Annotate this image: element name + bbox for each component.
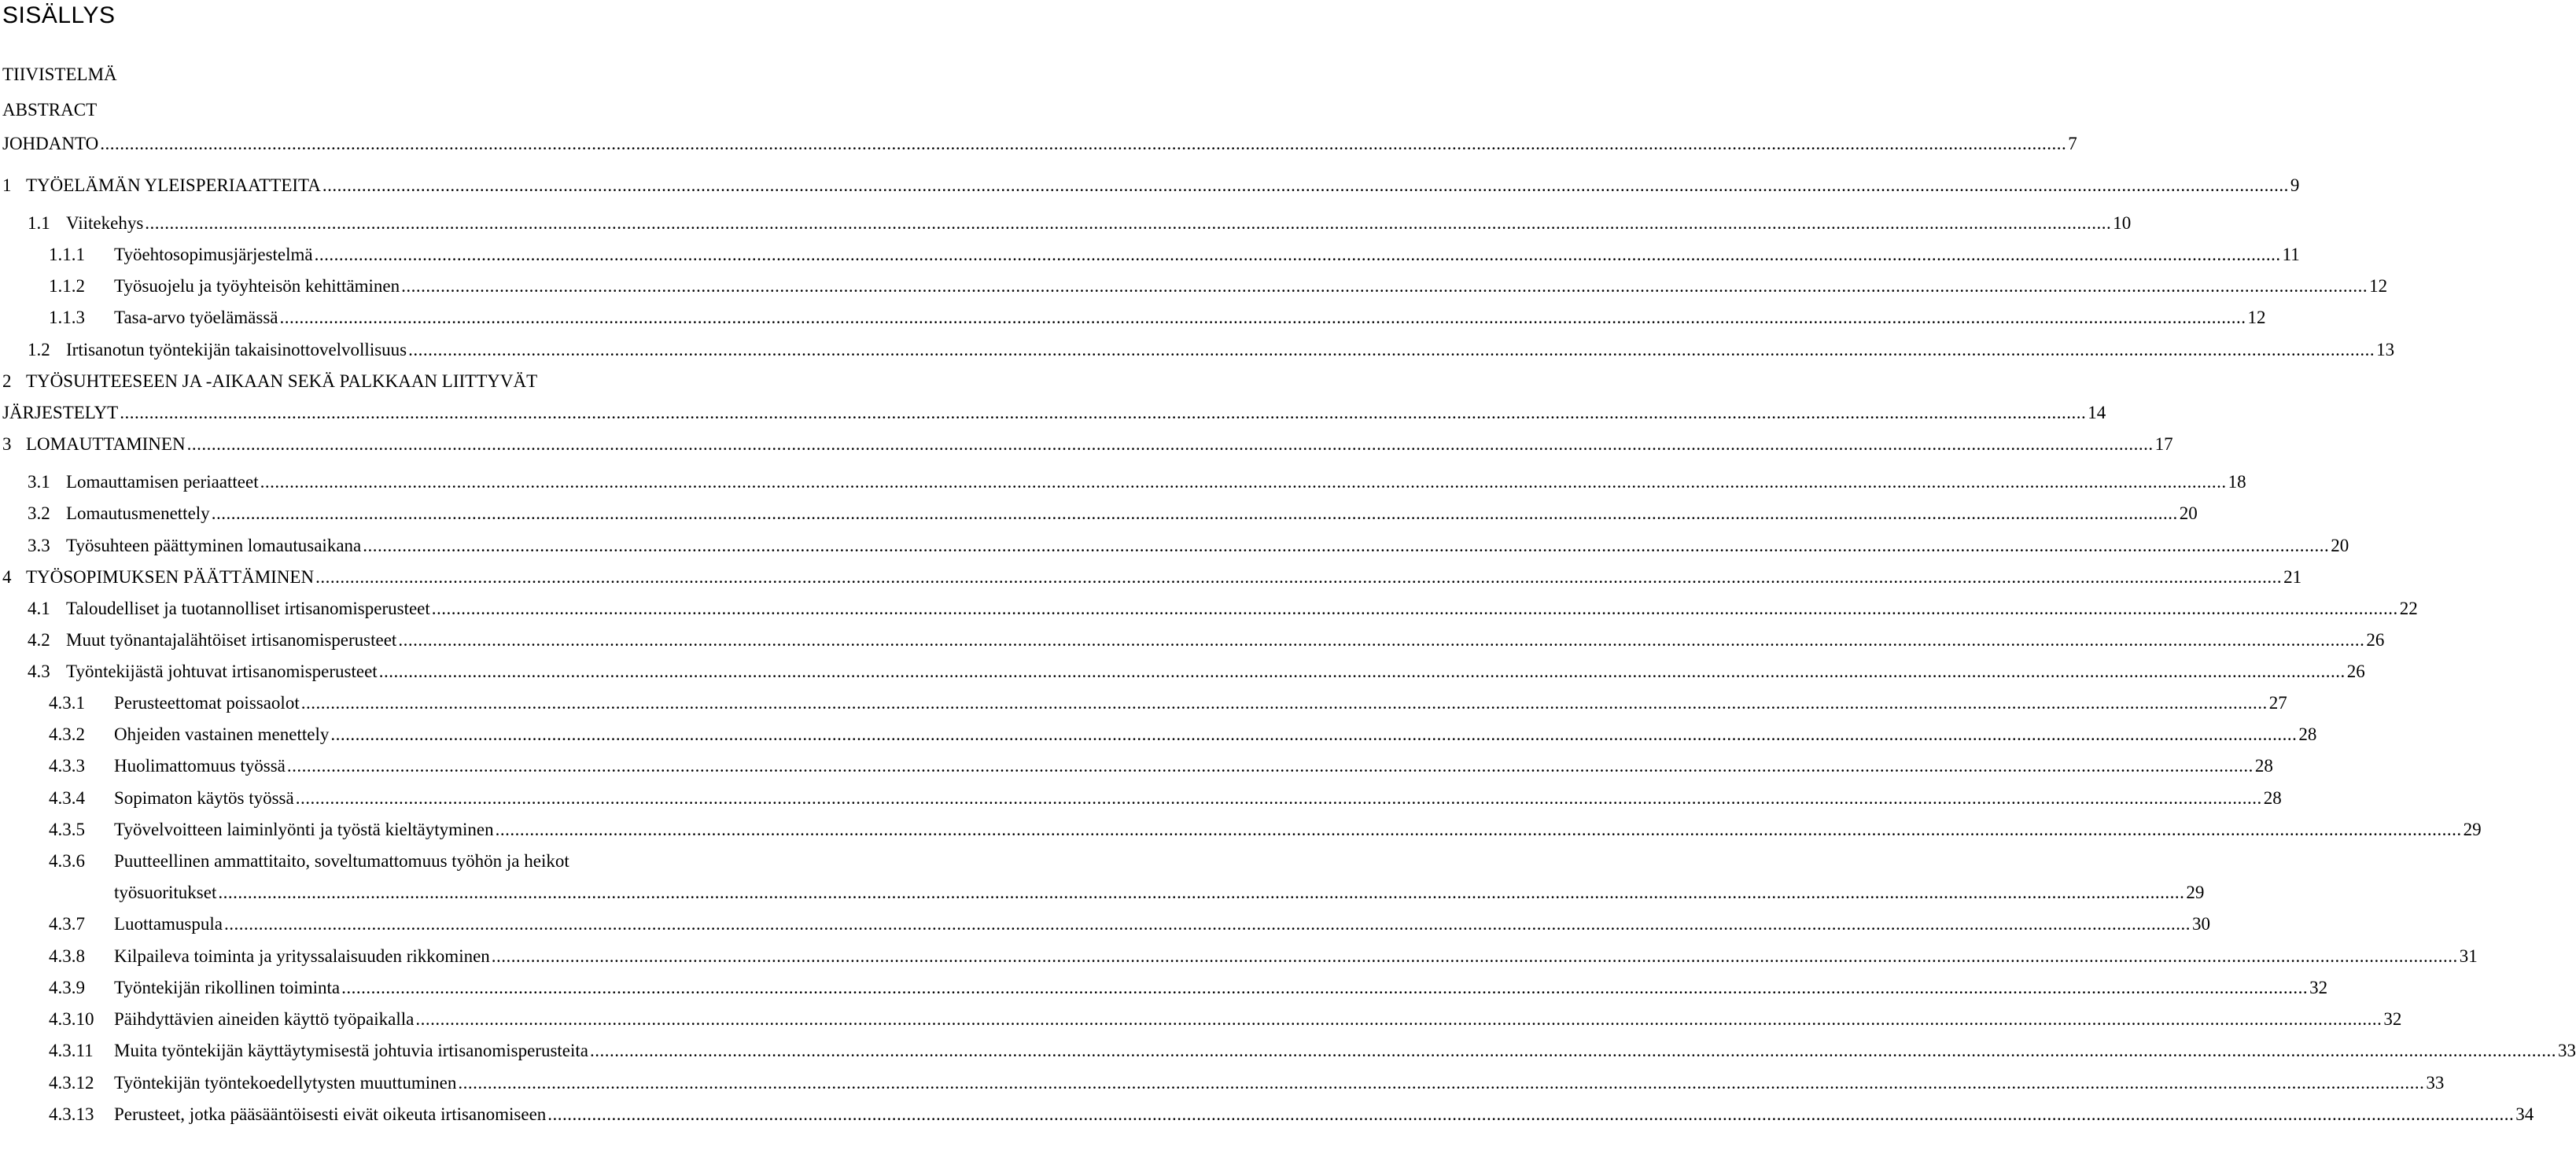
toc-entry-3-3[interactable]: [28, 534, 2349, 558]
toc-entry-body: [114, 976, 2328, 1000]
toc-entry-title: TYÖSOPIMUKSEN PÄÄTTÄMINEN: [26, 567, 315, 587]
toc-entry-title: Lomauttamisen periaatteet: [66, 472, 259, 492]
toc-entry-1-1-2[interactable]: [49, 275, 2388, 298]
toc-entry-title: Huolimattomuus työssä: [114, 756, 286, 776]
toc-entry-4-3-4[interactable]: [49, 787, 2282, 810]
toc-entry-body: [114, 754, 2273, 778]
toc-entry-number: 4.3.5: [49, 820, 85, 839]
toc-entry-title: TYÖELÄMÄN YLEISPERIAATTEITA: [26, 175, 321, 195]
toc-entry-page: 9: [2290, 175, 2300, 195]
toc-entry-number: 4.3.12: [49, 1073, 94, 1093]
toc-entry-4-3-11[interactable]: [49, 1039, 2576, 1063]
toc-entry-4-3-1[interactable]: [49, 691, 2287, 715]
toc-entry-number: 3: [2, 434, 12, 454]
toc-entry-title: Työntekijästä johtuvat irtisanomisperusteet: [66, 662, 378, 681]
toc-entry-title: Taloudelliset ja tuotannolliset irtisanomisperusteet: [66, 599, 430, 618]
dot-leader: ................................................................................................................................................................................................................................................................................................................................................................................................................: [378, 662, 2346, 681]
toc-entry-number: 4.3.8: [49, 946, 85, 966]
dot-leader: ................................................................................................................................................................................................................................................................................................................................................................................................................: [120, 403, 2087, 422]
toc-entry-title: Työntekijän rikollinen toiminta: [114, 978, 341, 997]
dot-leader: ................................................................................................................................................................................................................................................................................................................................................................................................................: [431, 599, 2398, 618]
toc-entry-title-continuation: työsuoritukset: [114, 883, 217, 902]
dot-leader: ................................................................................................................................................................................................................................................................................................................................................................................................................: [415, 1009, 2383, 1029]
toc-entry-body: [114, 945, 2478, 968]
dot-leader: ................................................................................................................................................................................................................................................................................................................................................................................................................: [279, 308, 2246, 327]
toc-entry-page: 11: [2282, 245, 2300, 264]
toc-entry-title: Työsuojelu ja työyhteisön kehittäminen: [114, 276, 400, 296]
toc-entry-1-2[interactable]: [28, 338, 2395, 362]
toc-entry-4-3-5[interactable]: [49, 818, 2482, 842]
dot-leader: ................................................................................................................................................................................................................................................................................................................................................................................................................: [322, 175, 2289, 195]
toc-entry-body: [26, 174, 2300, 197]
toc-entry-title: Kilpaileva toiminta ja yrityssalaisuuden rikkominen: [114, 946, 490, 966]
toc-entry-page: 20: [2331, 536, 2349, 555]
toc-entry-number: 1.1.3: [49, 308, 85, 327]
toc-entry-page: 31: [2459, 946, 2478, 966]
toc-entry-page: 29: [2463, 820, 2482, 839]
dot-leader: ................................................................................................................................................................................................................................................................................................................................................................................................................: [401, 276, 2368, 296]
toc-entry-body: [114, 1039, 2576, 1063]
toc-entry-number: 4: [2, 567, 12, 587]
toc-entry-title: Viitekehys: [66, 213, 144, 233]
page-title: SISÄLLYS: [2, 2, 116, 28]
toc-entry-body: [26, 566, 2302, 589]
dot-leader: ................................................................................................................................................................................................................................................................................................................................................................................................................: [491, 946, 2458, 966]
toc-front-abstract-en[interactable]: ABSTRACT: [2, 100, 98, 120]
dot-leader: ................................................................................................................................................................................................................................................................................................................................................................................................................: [458, 1073, 2425, 1093]
dot-leader: ................................................................................................................................................................................................................................................................................................................................................................................................................: [495, 820, 2462, 839]
dot-leader: ................................................................................................................................................................................................................................................................................................................................................................................................................: [186, 434, 2154, 454]
toc-entry-page: 17: [2154, 434, 2173, 454]
toc-entry-page: 21: [2283, 567, 2302, 587]
toc-entry-number: 4.3.13: [49, 1104, 94, 1124]
toc-entry-page: 32: [2383, 1009, 2402, 1029]
toc-entry-number: 3.2: [28, 503, 50, 523]
toc-entry-page: 28: [2298, 724, 2317, 744]
toc-entry-body: [114, 1103, 2534, 1126]
dot-leader: ................................................................................................................................................................................................................................................................................................................................................................................................................: [315, 567, 2283, 587]
toc-entry-number: 4.3.7: [49, 914, 85, 934]
toc-entry-body: [2, 132, 2077, 156]
toc-entry-title: Puutteellinen ammattitaito, soveltumattomuus työhön ja heikot: [114, 851, 569, 871]
toc-entry-title: Työntekijän työntekoedellytysten muuttuminen: [114, 1073, 457, 1093]
toc-entry-page: 20: [2179, 503, 2198, 523]
toc-entry-page: 28: [2254, 756, 2273, 776]
dot-leader: ................................................................................................................................................................................................................................................................................................................................................................................................................: [300, 693, 2268, 713]
toc-entry-title: Päihdyttävien aineiden käyttö työpaikalla: [114, 1009, 415, 1029]
toc-entry-page: 27: [2268, 693, 2287, 713]
toc-entry-page: 10: [2113, 213, 2132, 233]
dot-leader: ................................................................................................................................................................................................................................................................................................................................................................................................................: [218, 883, 2185, 902]
toc-entry-title: Perusteettomat poissaolot: [114, 693, 300, 713]
toc-entry-body: [114, 691, 2287, 715]
toc-entry-4[interactable]: [2, 566, 2302, 589]
dot-leader: ................................................................................................................................................................................................................................................................................................................................................................................................................: [223, 914, 2191, 934]
toc-entry-page: 28: [2263, 788, 2282, 808]
toc-entry-4-3-10[interactable]: [49, 1008, 2402, 1031]
toc-entry-4-3-12[interactable]: [49, 1071, 2445, 1095]
toc-entry-number: 4.3.9: [49, 978, 85, 997]
toc-entry-3-1[interactable]: [28, 470, 2246, 494]
toc-entry-title: TYÖSUHTEESEEN JA -AIKAAN SEKÄ PALKKAAN LIITTYVÄT: [26, 371, 538, 391]
toc-entry-title: Sopimaton käytös työssä: [114, 788, 294, 808]
toc-entry-body: [66, 628, 2385, 652]
toc-entry-body: [114, 1071, 2445, 1095]
toc-entry-number: 4.3.3: [49, 756, 85, 776]
toc-entry-title: Tasa-arvo työelämässä: [114, 308, 278, 327]
toc-entry-page: 22: [2399, 599, 2418, 618]
toc-entry-title: Lomautusmenettely: [66, 503, 210, 523]
toc-entry-4-3-2[interactable]: [49, 723, 2317, 746]
toc-entry-body: [114, 787, 2282, 810]
toc-entry-number: 4.3.11: [49, 1041, 94, 1060]
toc-entry-number: 2: [2, 371, 12, 391]
toc-entry-number: 1.1: [28, 213, 50, 233]
toc-entry-number: 4.3.4: [49, 788, 85, 808]
dot-leader: ................................................................................................................................................................................................................................................................................................................................................................................................................: [547, 1104, 2515, 1124]
dot-leader: ................................................................................................................................................................................................................................................................................................................................................................................................................: [145, 213, 2112, 233]
toc-entry-page: 14: [2088, 403, 2106, 422]
toc-entry-3-2[interactable]: [28, 502, 2198, 525]
toc-entry-title: Muita työntekijän käyttäytymisestä johtuvia irtisanomisperusteita: [114, 1041, 588, 1060]
toc-entry-4-3-8[interactable]: [49, 945, 2478, 968]
toc-entry-4-1[interactable]: [28, 597, 2418, 621]
toc-entry-title: Perusteet, jotka pääsääntöisesti eivät oikeuta irtisanomiseen: [114, 1104, 547, 1124]
toc-entry-page: 33: [2426, 1073, 2445, 1093]
toc-entry-title: Työehtosopimusjärjestelmä: [114, 245, 313, 264]
toc-entry-body: [114, 306, 2266, 330]
toc-entry-continuation[interactable]: [114, 881, 2205, 905]
toc-entry-title: LOMAUTTAMINEN: [26, 434, 186, 454]
toc-entry-3[interactable]: [2, 433, 2173, 456]
dot-leader: ................................................................................................................................................................................................................................................................................................................................................................................................................: [398, 630, 2365, 650]
toc-entry-title-continuation: JÄRJESTELYT: [2, 403, 119, 422]
toc-front-abstract-fi[interactable]: TIIVISTELMÄ: [2, 65, 117, 84]
toc-entry-page: 7: [2068, 134, 2077, 153]
toc-entry-page: 13: [2376, 340, 2395, 359]
toc-entry-number: 1: [2, 175, 12, 195]
toc-entry-body: [114, 723, 2317, 746]
toc-entry-4-3[interactable]: [28, 660, 2365, 684]
toc-entry-page: 29: [2186, 883, 2205, 902]
toc-entry-body: [114, 818, 2482, 842]
dot-leader: ................................................................................................................................................................................................................................................................................................................................................................................................................: [363, 536, 2330, 555]
toc-entry-number: 4.3.1: [49, 693, 85, 713]
toc-entry-page: 30: [2191, 914, 2210, 934]
toc-entry-number: 4.1: [28, 599, 50, 618]
dot-leader: ................................................................................................................................................................................................................................................................................................................................................................................................................: [286, 756, 2254, 776]
toc-entry-body: [66, 338, 2395, 362]
toc-entry-1-1-1[interactable]: [49, 243, 2300, 267]
toc-entry-body: [66, 597, 2418, 621]
toc-entry-4-3-7[interactable]: [49, 912, 2210, 936]
dot-leader: ................................................................................................................................................................................................................................................................................................................................................................................................................: [100, 134, 2067, 153]
toc-entry-body: [114, 243, 2300, 267]
toc-entry-4-3-13[interactable]: [49, 1103, 2534, 1126]
toc-entry-body: [66, 470, 2246, 494]
toc-entry-title: Työvelvoitteen laiminlyönti ja työstä kieltäytyminen: [114, 820, 494, 839]
toc-entry-page: 34: [2515, 1104, 2534, 1124]
toc-entry-number: 4.3.6: [49, 851, 85, 871]
dot-leader: ................................................................................................................................................................................................................................................................................................................................................................................................................: [341, 978, 2309, 997]
toc-entry-number: 1.1.1: [49, 245, 85, 264]
dot-leader: ................................................................................................................................................................................................................................................................................................................................................................................................................: [211, 503, 2178, 523]
toc-entry-page: 32: [2309, 978, 2328, 997]
toc-entry-number: 4.3.2: [49, 724, 85, 744]
dot-leader: ................................................................................................................................................................................................................................................................................................................................................................................................................: [314, 245, 2281, 264]
toc-entry-4-3-9[interactable]: [49, 976, 2328, 1000]
toc-entry-title: Irtisanotun työntekijän takaisinottovelvollisuus: [66, 340, 407, 359]
dot-leader: ................................................................................................................................................................................................................................................................................................................................................................................................................: [295, 788, 2262, 808]
toc-entry-4-2[interactable]: [28, 628, 2385, 652]
toc-entry-body: [66, 502, 2198, 525]
toc-entry-title: JOHDANTO: [2, 134, 99, 153]
toc-entry-number: 3.3: [28, 536, 50, 555]
toc-entry-page: 12: [2369, 276, 2388, 296]
dot-leader: ................................................................................................................................................................................................................................................................................................................................................................................................................: [590, 1041, 2556, 1060]
toc-entry-page: 26: [2366, 630, 2385, 650]
toc-entry-title: Ohjeiden vastainen menettely: [114, 724, 330, 744]
toc-entry-body: [66, 660, 2365, 684]
toc-entry-1-1-3[interactable]: [49, 306, 2266, 330]
toc-entry-4-3-3[interactable]: [49, 754, 2273, 778]
toc-entry-number: 3.1: [28, 472, 50, 492]
toc-entry-number: 1.2: [28, 340, 50, 359]
toc-entry-title: Työsuhteen päättyminen lomautusaikana: [66, 536, 362, 555]
toc-entry-page: 18: [2228, 472, 2246, 492]
toc-entry-number: 1.1.2: [49, 276, 85, 296]
toc-entry-number: 4.3: [28, 662, 50, 681]
toc-entry-1-1[interactable]: [28, 212, 2132, 235]
toc-entry-number: 4.3.10: [49, 1009, 94, 1029]
toc-entry-title: Muut työnantajalähtöiset irtisanomisperusteet: [66, 630, 397, 650]
toc-entry-continuation[interactable]: [2, 401, 2106, 425]
toc-entry-body: [114, 912, 2210, 936]
toc-entry-number: 4.2: [28, 630, 50, 650]
dot-leader: ................................................................................................................................................................................................................................................................................................................................................................................................................: [260, 472, 2227, 492]
toc-entry-page: 33: [2558, 1041, 2576, 1060]
dot-leader: ................................................................................................................................................................................................................................................................................................................................................................................................................: [408, 340, 2375, 359]
toc-entry-intro[interactable]: [2, 132, 2077, 156]
toc-entry-body: [66, 212, 2132, 235]
toc-entry-title: Luottamuspula: [114, 914, 223, 934]
toc-entry-1[interactable]: [2, 174, 2300, 197]
toc-entry-page: 12: [2247, 308, 2266, 327]
toc-entry-page: 26: [2346, 662, 2365, 681]
toc-entry-body: [114, 275, 2388, 298]
toc-entry-body: [66, 534, 2349, 558]
dot-leader: ................................................................................................................................................................................................................................................................................................................................................................................................................: [330, 724, 2298, 744]
toc-entry-body: [26, 433, 2173, 456]
toc-entry-body: [114, 1008, 2402, 1031]
